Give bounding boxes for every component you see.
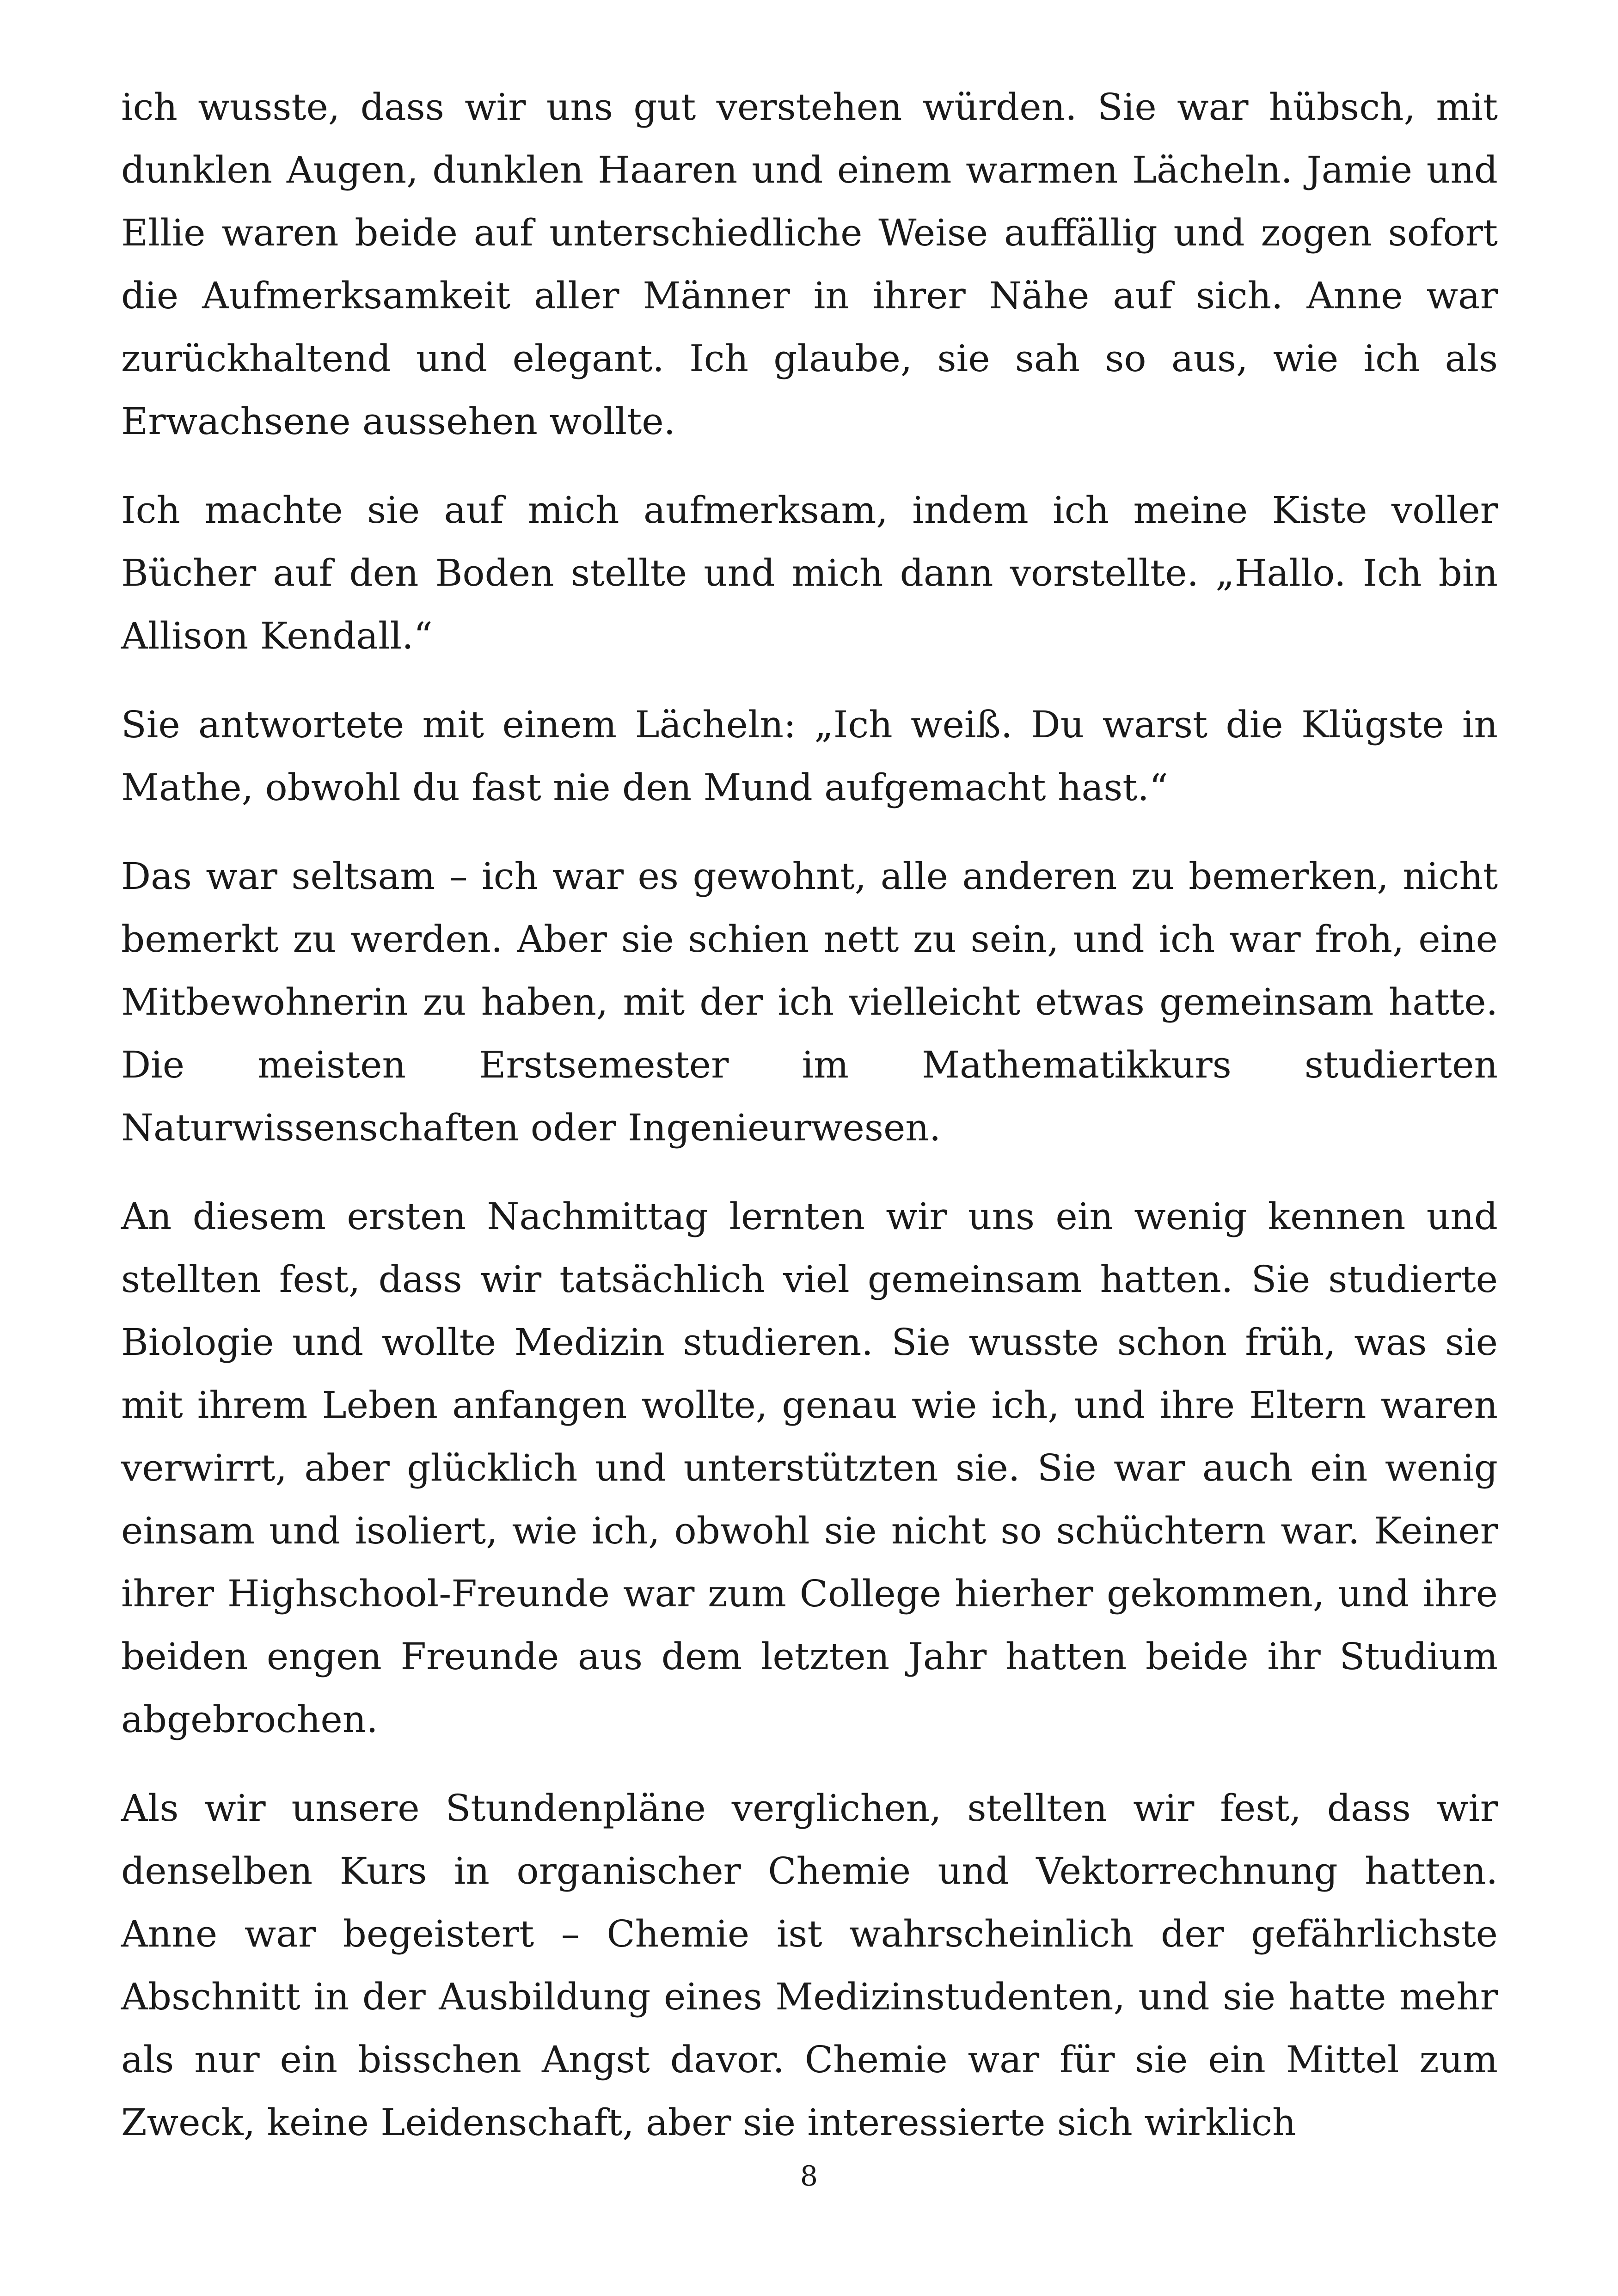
page-number: 8: [800, 2160, 818, 2192]
paragraph: Sie antwortete mit einem Lächeln: „Ich weiß. Du warst die Klügste in Mathe, obwohl du fast nie den Mund aufgemacht hast.“: [121, 703, 1498, 809]
paragraph: An diesem ersten Nachmittag lernten wir uns ein wenig kennen und stellten fest, dass wir tatsächlich viel gemeinsam hatten. Sie studierte Biologie und wollte Medizin studieren. Sie wusste schon früh, was sie mit ihrem Leben anfangen wollte, genau wie ich, und ihre Eltern waren verwirrt, aber glücklich und unterstützten sie. Sie war auch ein wenig einsam und isoliert, wie ich, obwohl sie nicht so schüchtern war. Keiner ihrer Highschool-Freunde war zum College hierher gekommen, und ihre beiden engen Freunde aus dem letzten Jahr hatten beide ihr Studium abgebrochen.: [121, 1195, 1498, 1741]
paragraph: Das war seltsam – ich war es gewohnt, alle anderen zu bemerken, nicht bemerkt zu werden. Aber sie schien nett zu sein, und ich war froh, eine Mitbewohnerin zu haben, mit der ich vielleicht etwas gemeinsam hatte. Die meisten Erstsemester im Mathematikkurs studierten Naturwissenschaften oder Ingenieurwesen.: [121, 855, 1498, 1149]
body-text: [121, 76, 1498, 2180]
paragraph: Als wir unsere Stundenpläne verglichen, stellten wir fest, dass wir denselben Kurs in organischer Chemie und Vektorrechnung hatten. Anne war begeistert – Chemie ist wahrscheinlich der gefährlichste Abschnitt in der Ausbildung eines Medizinstudenten, und sie hatte mehr als nur ein bisschen Angst davor. Chemie war für sie ein Mittel zum Zweck, keine Leidenschaft, aber sie interessierte sich wirklich: [121, 1787, 1498, 2144]
paragraph: ich wusste, dass wir uns gut verstehen würden. Sie war hübsch, mit dunklen Augen, dunklen Haaren und einem warmen Lächeln. Jamie und Ellie waren beide auf unterschiedliche Weise auffällig und zogen sofort die Aufmerksamkeit aller Männer in ihrer Nähe auf sich. Anne war zurückhaltend und elegant. Ich glaube, sie sah so aus, wie ich als Erwachsene aussehen wollte.: [121, 86, 1498, 443]
paragraph: Ich machte sie auf mich aufmerksam, indem ich meine Kiste voller Bücher auf den Boden stellte und mich dann vorstellte. „Hallo. Ich bin Allison Kendall.“: [121, 489, 1498, 657]
